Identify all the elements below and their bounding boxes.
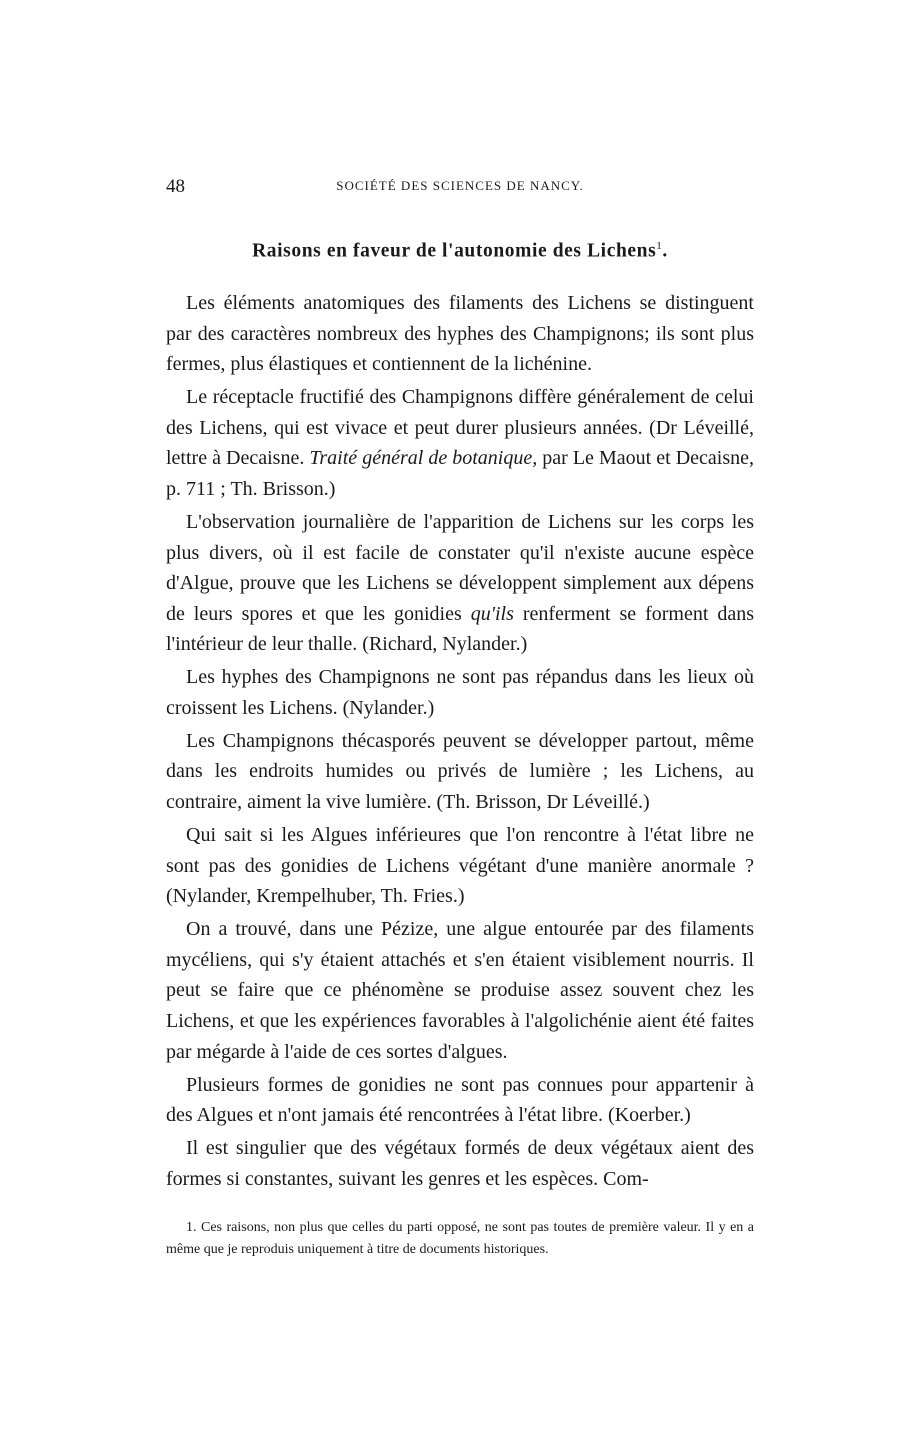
paragraph — [166, 382, 754, 504]
paragraph: Qui sait si les Algues inférieures que l'on rencontre à l'état libre ne sont pas des gonidies de Lichens végétant d'une manière anormale ? (Nylander, Krempelhuber, Th. Fries.) — [166, 824, 754, 908]
paragraph-italic: Traité général de botanique, — [309, 447, 538, 470]
section-title: Raisons en faveur de l'autonomie des Lichens$^1$. — [252, 240, 668, 262]
paragraph: Les Champignons thécasporés peuvent se développer partout, même dans les endroits humides ou privés de lumière ; les Lichens, au contraire, aiment la vive lumière. (Th. Brisson, Dr Léveillé.) — [166, 729, 754, 814]
footnote-reference: 1 — [656, 240, 663, 252]
running-head: SOCIÉTÉ DES SCIENCES DE NANCY. — [336, 178, 584, 193]
paragraph-italic: qu'ils — [470, 602, 514, 625]
paragraph — [166, 507, 754, 660]
paragraph: Les éléments anatomiques des filaments des Lichens se distinguent par des caractères nombreux des hyphes des Champignons; ils sont plus fermes, plus élastiques et contiennent de la lichénine. — [166, 292, 754, 376]
paragraph: Il est singulier que des végétaux formés de deux végétaux aient des formes si constantes, suivant les genres et les espèces. Com- — [166, 1137, 754, 1190]
page-header — [166, 176, 754, 200]
footnote: 1. Ces raisons, non plus que celles du parti opposé, ne sont pas toutes de première valeur. Il y en a même que je reproduis uniquement à titre de documents historiques. — [166, 1220, 754, 1257]
paragraph: Plusieurs formes de gonidies ne sont pas connues pour appartenir à des Algues et n'ont jamais été rencontrées à l'état libre. (Koerber.) — [166, 1073, 754, 1127]
paragraph: On a trouvé, dans une Pézize, une algue entourée par des filaments mycéliens, qui s'y étaient attachés et s'en étaient visiblement nourris. Il peut se faire que ce phénomène se produise assez souvent chez les Lichens, et que les expériences favorables à l'algolichénie aient été faites par mégarde à l'aide de ces sortes d'algues. — [166, 918, 754, 1063]
page-number: 48 — [166, 176, 185, 197]
body-text — [166, 288, 754, 1197]
paragraph-text: renferment se forment dans l'intérieur de leur thalle. (Richard, Nylander.) — [166, 602, 754, 656]
paragraph-text: par Le Maout et Decaisne, p. 711 ; Th. Brisson.) — [166, 447, 754, 500]
paragraph: Les hyphes des Champignons ne sont pas répandus dans les lieux où croissent les Lichens. (Nylander.) — [166, 666, 754, 719]
paragraph-text: Le réceptacle fructifié des Champignons diffère généralement de celui des Lichens, qui est vivace et peut durer plusieurs années. (Dr Léveillé, lettre à Decaisne. — [166, 386, 754, 470]
paragraph-text: L'observation journalière de l'apparition de Lichens sur les corps les plus divers, où il est facile de constater qu'il n'existe aucune espèce d'Algue, prouve que les Lichens se développent simplement aux dépens de leurs spores et que les gonidies — [166, 510, 754, 625]
section-title-text: Raisons en faveur de l'autonomie des Lichens — [252, 240, 657, 262]
